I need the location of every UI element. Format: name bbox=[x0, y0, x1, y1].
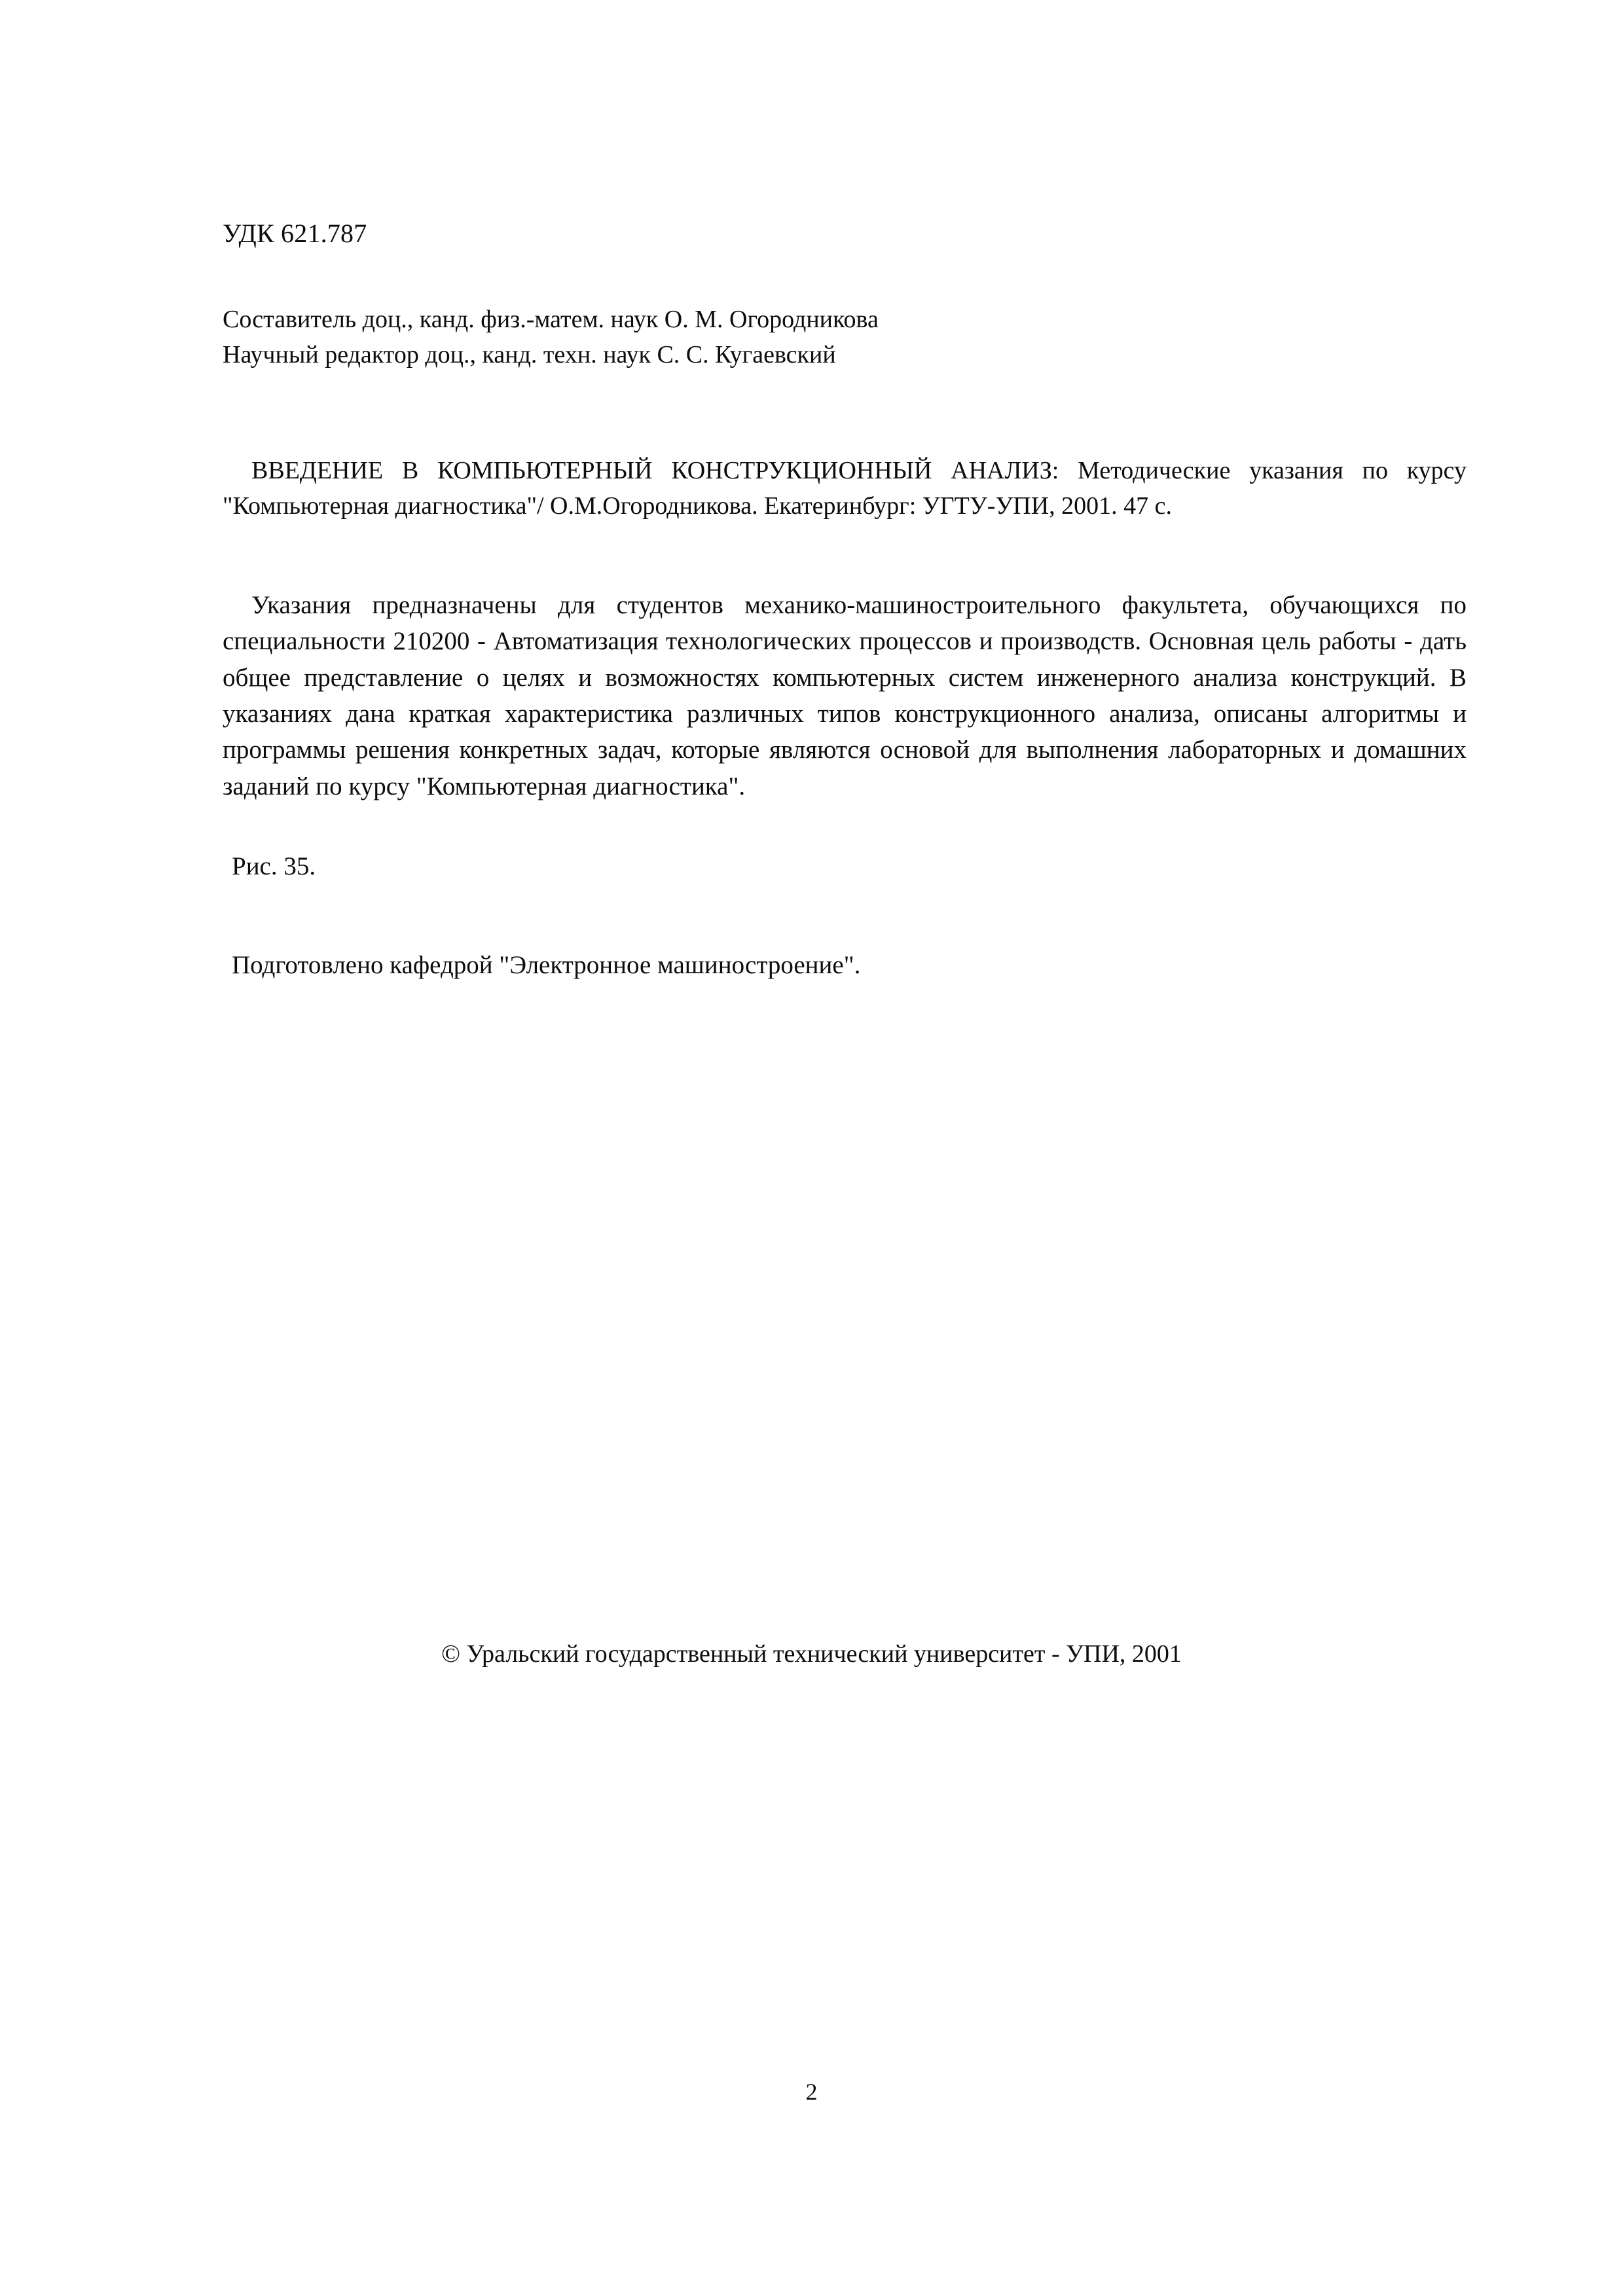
figures-note: Рис. 35. bbox=[232, 852, 316, 881]
prepared-by-note: Подготовлено кафедрой "Электронное машиностроение". bbox=[232, 951, 861, 980]
copyright-line: © Уральский государственный технический университет - УПИ, 2001 bbox=[441, 1640, 1182, 1668]
bibliographic-record-text: ВВЕДЕНИЕ В КОМПЬЮТЕРНЫЙ КОНСТРУКЦИОННЫЙ АНАЛИЗ: Методические указания по курсу "Компьютерная диагностика"/ О.М.Огородникова. Екатеринбург: УГТУ-УПИ, 2001. 47 с. bbox=[223, 456, 1467, 520]
page-content bbox=[223, 216, 1467, 980]
annotation-paragraph bbox=[223, 587, 1467, 804]
annotation-text: Указания предназначены для студентов механико-машиностроительного факультета, обучающихся по специальности 210200 - Автоматизация технологических процессов и производств. Основная цель работы - дать общее представление о целях и возможностях компьютерных систем инженерного анализа конструкций. В указаниях дана краткая характеристика различных типов конструкционного анализа, описаны алгоритмы и программы решения конкретных задач, которые являются основой для выполнения лабораторных и домашних заданий по курсу "Компьютерная диагностика". bbox=[223, 590, 1467, 800]
compiler-credits bbox=[223, 302, 1467, 373]
bibliographic-record bbox=[223, 453, 1467, 524]
page-number: 2 bbox=[805, 2079, 818, 2105]
scientific-editor-line: Научный редактор доц., канд. техн. наук С. С. Кугаевский bbox=[223, 340, 836, 368]
udk-code: УДК 621.787 bbox=[223, 219, 367, 248]
compiler-line: Составитель доц., канд. физ.-матем. наук О. М. Огородникова bbox=[223, 305, 879, 333]
